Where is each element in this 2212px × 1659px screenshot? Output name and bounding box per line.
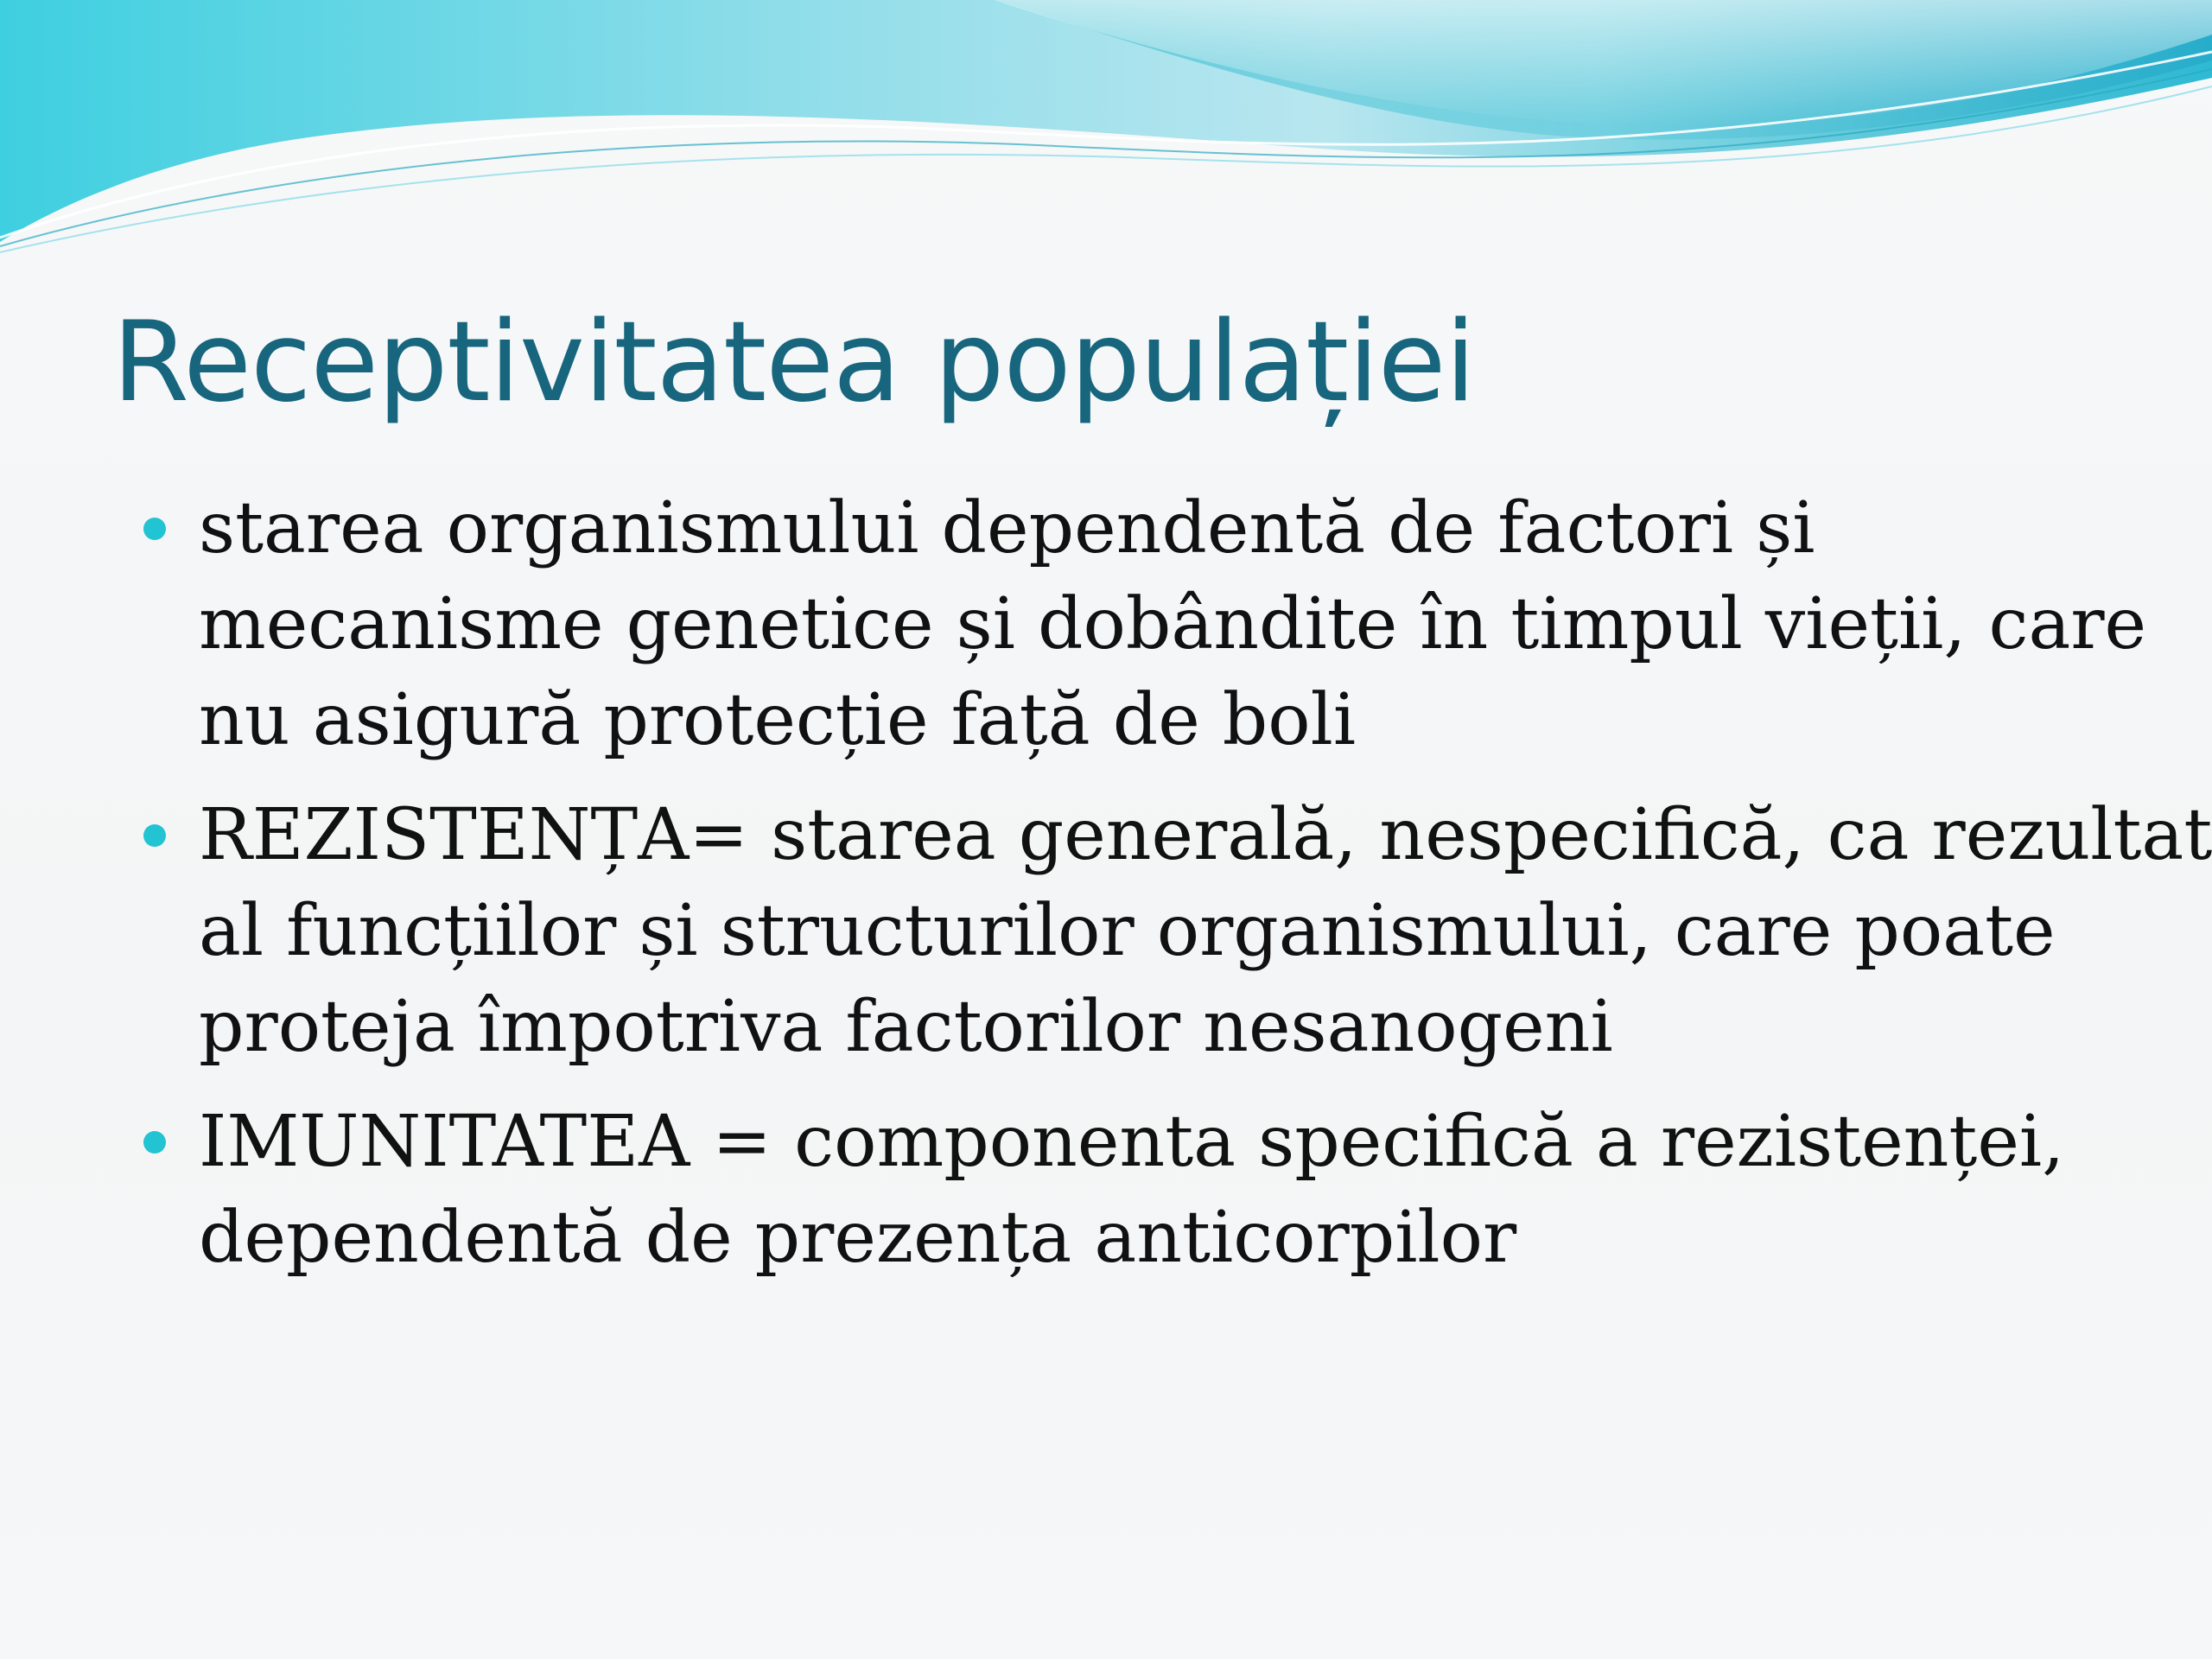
bullet-text-line: al funcțiilor și structurilor organismului, care poate [199,890,2056,972]
bullet-marker-icon [143,518,166,540]
bullet-text-line: starea organismului dependentă de factori și [199,487,1815,569]
bullet-text-line: proteja împotriva factorilor nesanogeni [199,986,1613,1068]
decorative-wave-header [0,0,2212,259]
bullet-item-immunity [199,1094,2100,1286]
bullet-text-line: mecanisme genetice și dobândite în timpul vieții, care [199,583,2147,665]
bullet-text-line: nu asigură protecție față de boli [199,679,1357,761]
bullet-text-line: IMUNITATEA = componenta specifică a rezistenței, [199,1101,2065,1183]
bullet-text-line: dependentă de prezența anticorpilor [199,1197,1517,1279]
bullet-list [199,480,2212,1305]
bullet-marker-icon [143,824,166,847]
bullet-marker-icon [143,1131,166,1154]
bullet-text-line: REZISTENȚA= starea generală, nespecifică, ca rezultat [199,794,2212,876]
bullet-item-resistance [199,787,2212,1075]
slide-title: Receptivitatea populației [112,298,1476,427]
bullet-item-receptivity [199,480,2147,768]
